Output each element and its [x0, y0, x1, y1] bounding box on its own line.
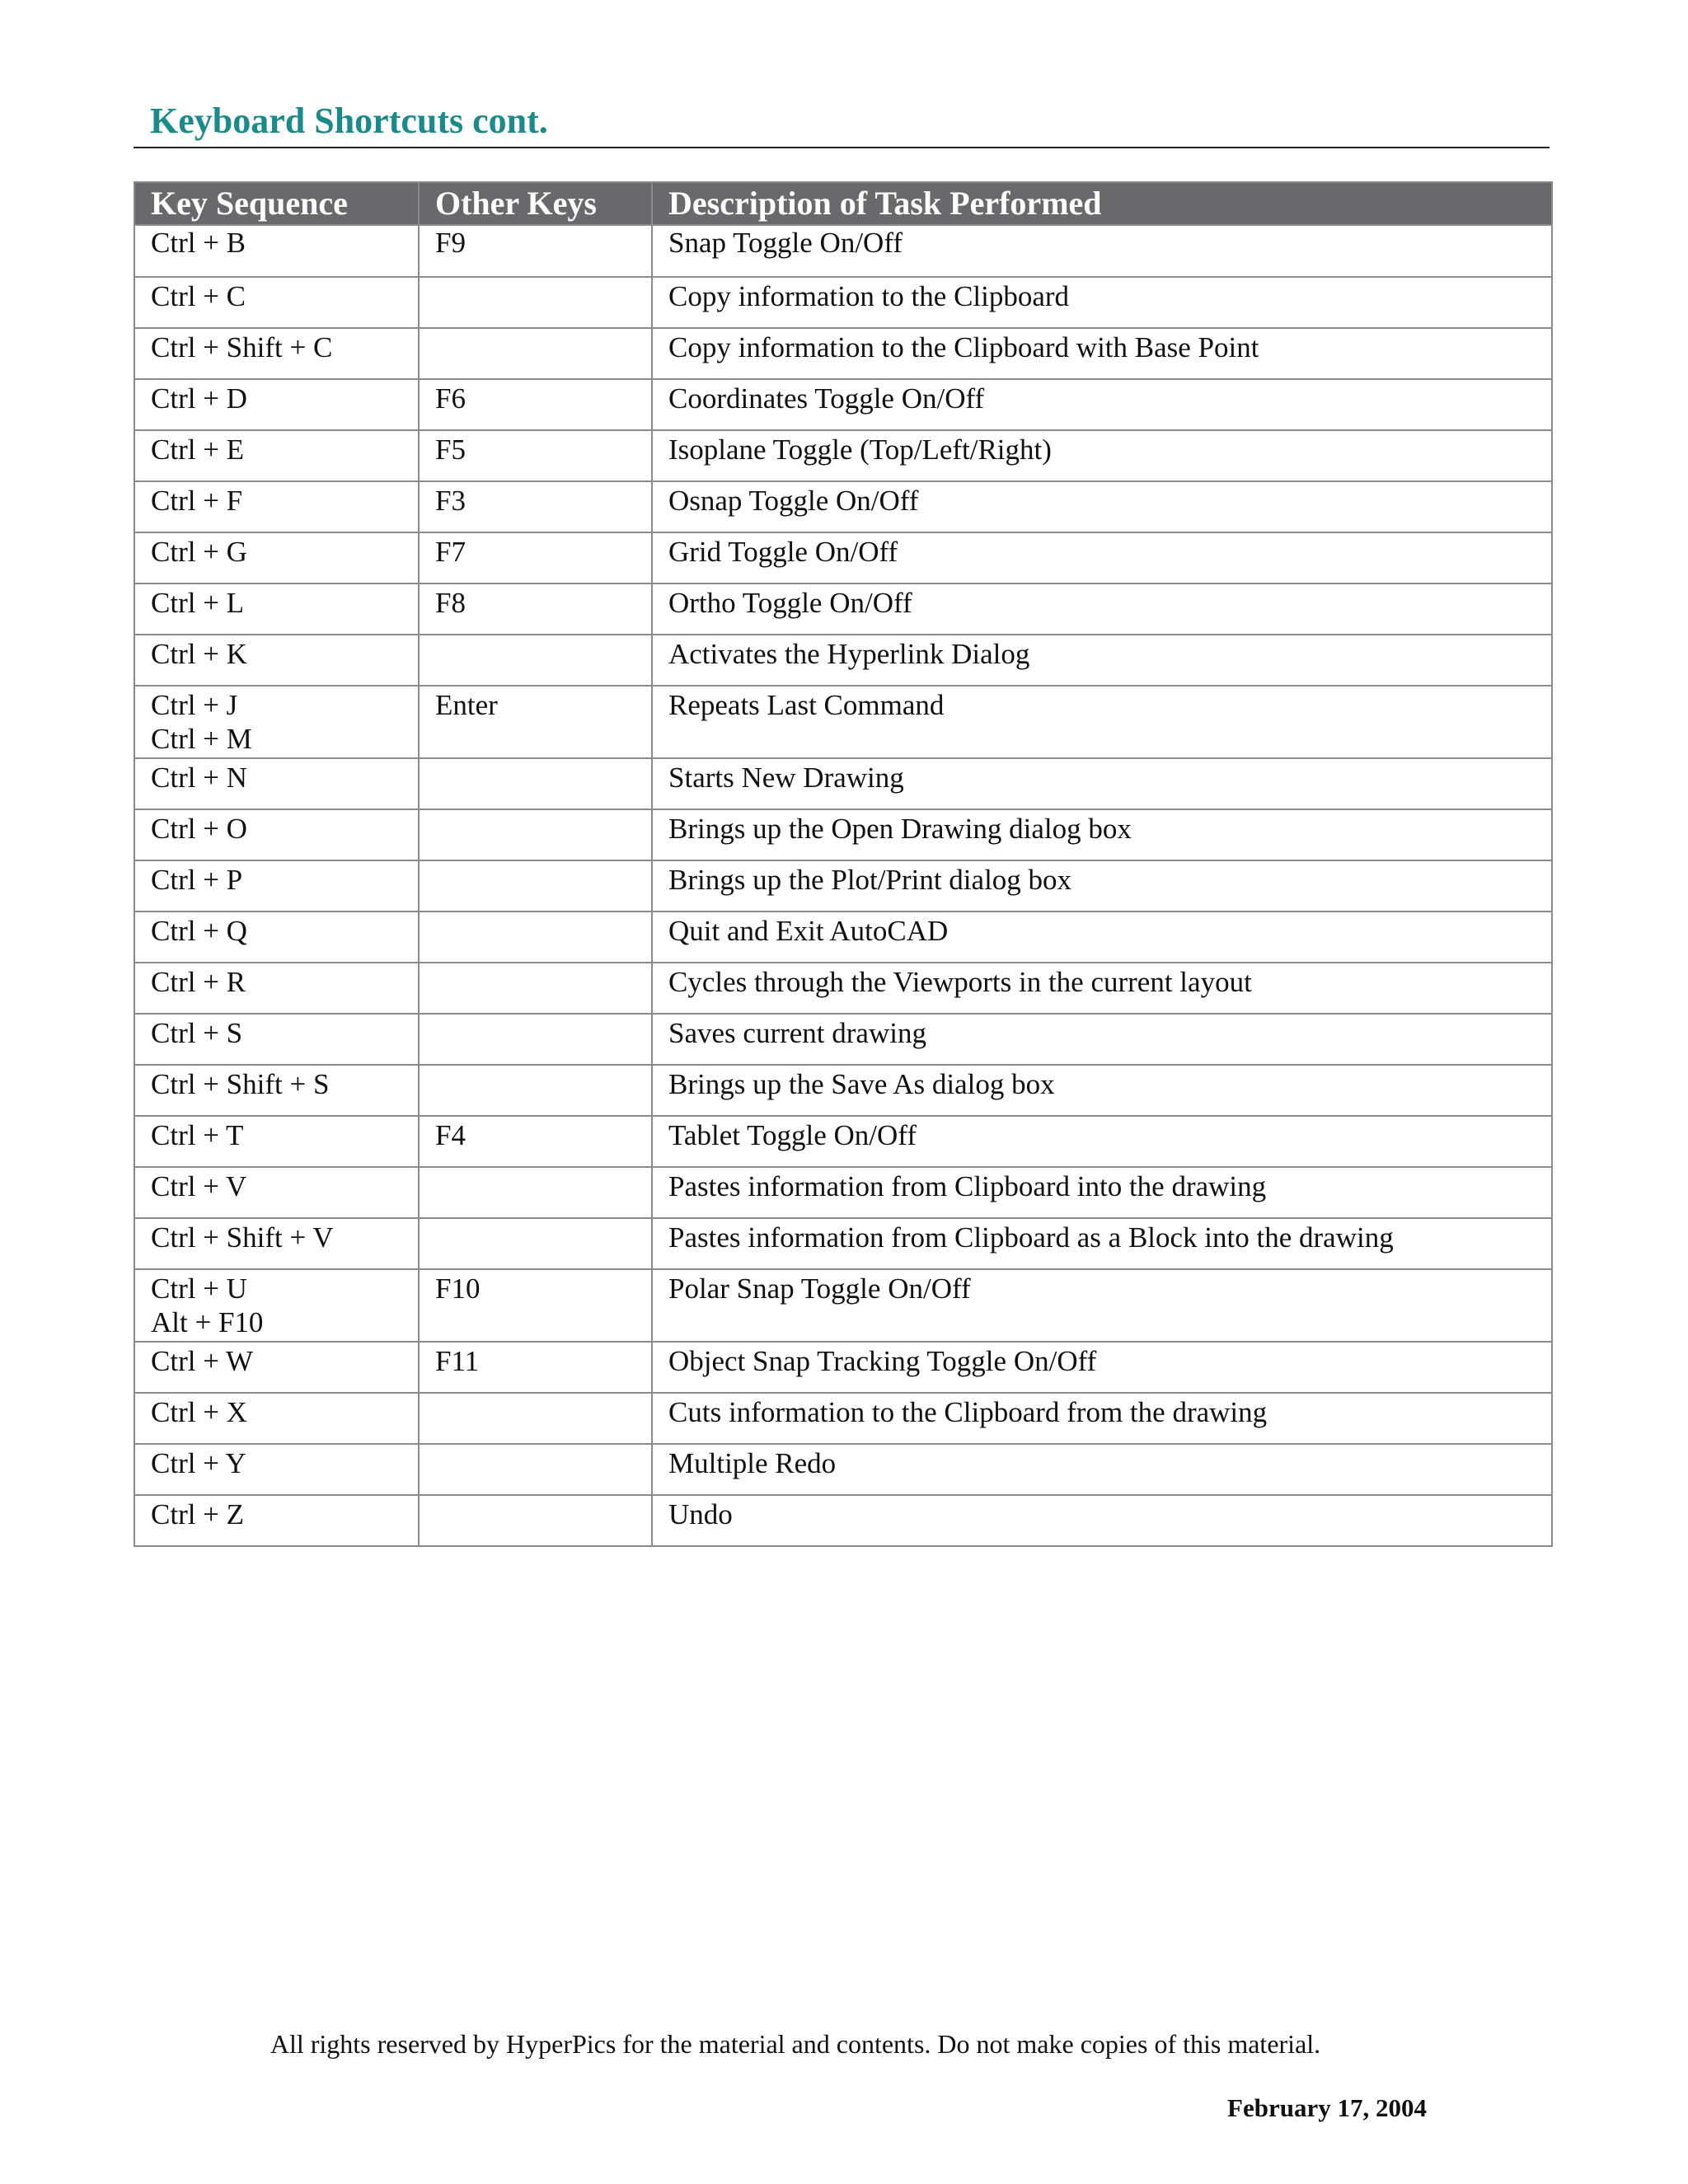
other-keys-cell: [419, 1495, 652, 1546]
description-cell: Pastes information from Clipboard as a Block into the drawing: [652, 1218, 1552, 1269]
other-keys-cell: F9: [419, 225, 652, 277]
other-keys-cell: [419, 1167, 652, 1218]
key-sequence-cell: [134, 481, 419, 532]
table-row: [134, 430, 1552, 481]
key-sequence: Ctrl + T: [151, 1119, 244, 1151]
key-sequence: Ctrl + U: [151, 1272, 247, 1305]
page-title: Keyboard Shortcuts cont.: [150, 101, 548, 141]
description-cell: Quit and Exit AutoCAD: [652, 912, 1552, 963]
other-keys-cell: [419, 963, 652, 1014]
table-row: [134, 963, 1552, 1014]
table-row: [134, 1393, 1552, 1444]
table-row: [134, 635, 1552, 686]
description-cell: Saves current drawing: [652, 1014, 1552, 1065]
table-row: [134, 1065, 1552, 1116]
description-cell: Isoplane Toggle (Top/Left/Right): [652, 430, 1552, 481]
key-sequence: Ctrl + D: [151, 382, 247, 415]
key-sequence: Ctrl + F: [151, 485, 243, 517]
table-row: [134, 1218, 1552, 1269]
key-sequence: Ctrl + Shift + V: [151, 1221, 334, 1254]
key-sequence-cell: [134, 1218, 419, 1269]
key-sequence-cell: [134, 1444, 419, 1495]
description-cell: Pastes information from Clipboard into the drawing: [652, 1167, 1552, 1218]
key-sequence-cell: [134, 225, 419, 277]
description-cell: Tablet Toggle On/Off: [652, 1116, 1552, 1167]
key-sequence-cell: [134, 1495, 419, 1546]
key-sequence-cell: [134, 379, 419, 430]
table-row: [134, 277, 1552, 328]
description-cell: Starts New Drawing: [652, 758, 1552, 809]
description-cell: Undo: [652, 1495, 1552, 1546]
description-cell: Repeats Last Command: [652, 686, 1552, 758]
table-row: [134, 328, 1552, 379]
column-header-description: Description of Task Performed: [652, 182, 1552, 225]
table-row: [134, 583, 1552, 635]
key-sequence: Ctrl + L: [151, 587, 245, 619]
key-sequence: Alt + F10: [151, 1306, 264, 1338]
column-header-key-sequence: Key Sequence: [134, 182, 419, 225]
table-row: [134, 1116, 1552, 1167]
key-sequence-cell: [134, 686, 419, 758]
title-divider: [134, 147, 1550, 148]
table-row: [134, 1495, 1552, 1546]
key-sequence: Ctrl + G: [151, 536, 247, 568]
other-keys-cell: F10: [419, 1269, 652, 1342]
key-sequence-cell: [134, 532, 419, 583]
other-keys-cell: F7: [419, 532, 652, 583]
key-sequence: Ctrl + W: [151, 1345, 254, 1377]
other-keys-cell: [419, 328, 652, 379]
column-header-other-keys: Other Keys: [419, 182, 652, 225]
other-keys-cell: [419, 1014, 652, 1065]
key-sequence: Ctrl + N: [151, 762, 247, 794]
key-sequence-cell: [134, 912, 419, 963]
document-date: February 17, 2004: [1227, 2093, 1427, 2122]
table-row: [134, 758, 1552, 809]
description-cell: Copy information to the Clipboard: [652, 277, 1552, 328]
key-sequence: Ctrl + R: [151, 966, 246, 998]
keyboard-shortcuts-table: [134, 181, 1553, 1547]
description-cell: Osnap Toggle On/Off: [652, 481, 1552, 532]
description-cell: Cycles through the Viewports in the current layout: [652, 963, 1552, 1014]
other-keys-cell: F5: [419, 430, 652, 481]
other-keys-cell: [419, 860, 652, 912]
description-cell: Brings up the Save As dialog box: [652, 1065, 1552, 1116]
table-row: [134, 1014, 1552, 1065]
key-sequence: Ctrl + K: [151, 638, 247, 670]
key-sequence-cell: [134, 1393, 419, 1444]
description-cell: Cuts information to the Clipboard from the drawing: [652, 1393, 1552, 1444]
key-sequence-cell: [134, 860, 419, 912]
other-keys-cell: Enter: [419, 686, 652, 758]
other-keys-cell: F3: [419, 481, 652, 532]
other-keys-cell: [419, 809, 652, 860]
table-row: [134, 1167, 1552, 1218]
key-sequence-cell: [134, 1116, 419, 1167]
other-keys-cell: [419, 1444, 652, 1495]
table-row: [134, 1342, 1552, 1393]
key-sequence-cell: [134, 1167, 419, 1218]
description-cell: Multiple Redo: [652, 1444, 1552, 1495]
other-keys-cell: [419, 635, 652, 686]
description-cell: Coordinates Toggle On/Off: [652, 379, 1552, 430]
other-keys-cell: [419, 1065, 652, 1116]
key-sequence-cell: [134, 1065, 419, 1116]
key-sequence-cell: [134, 1014, 419, 1065]
key-sequence-cell: [134, 430, 419, 481]
other-keys-cell: [419, 1393, 652, 1444]
other-keys-cell: F8: [419, 583, 652, 635]
key-sequence: Ctrl + M: [151, 723, 252, 755]
key-sequence: Ctrl + Q: [151, 915, 247, 947]
table-header-row: [134, 182, 1552, 225]
key-sequence: Ctrl + J: [151, 689, 238, 721]
key-sequence: Ctrl + V: [151, 1170, 247, 1202]
key-sequence: Ctrl + E: [151, 434, 245, 466]
table-row: [134, 912, 1552, 963]
description-cell: Copy information to the Clipboard with Base Point: [652, 328, 1552, 379]
description-cell: Polar Snap Toggle On/Off: [652, 1269, 1552, 1342]
table-row: [134, 532, 1552, 583]
description-cell: Brings up the Plot/Print dialog box: [652, 860, 1552, 912]
table-row: [134, 809, 1552, 860]
other-keys-cell: [419, 758, 652, 809]
key-sequence: Ctrl + Shift + C: [151, 331, 333, 363]
table-row: [134, 379, 1552, 430]
other-keys-cell: [419, 277, 652, 328]
key-sequence: Ctrl + Z: [151, 1498, 245, 1530]
description-cell: Activates the Hyperlink Dialog: [652, 635, 1552, 686]
description-cell: Snap Toggle On/Off: [652, 225, 1552, 277]
key-sequence-cell: [134, 583, 419, 635]
key-sequence-cell: [134, 635, 419, 686]
key-sequence-cell: [134, 758, 419, 809]
table-row: [134, 1444, 1552, 1495]
key-sequence: Ctrl + Shift + S: [151, 1068, 330, 1100]
key-sequence: Ctrl + C: [151, 280, 246, 312]
key-sequence-cell: [134, 809, 419, 860]
table-row: [134, 860, 1552, 912]
key-sequence-cell: [134, 1342, 419, 1393]
key-sequence-cell: [134, 963, 419, 1014]
table-row: [134, 481, 1552, 532]
description-cell: Ortho Toggle On/Off: [652, 583, 1552, 635]
other-keys-cell: [419, 912, 652, 963]
other-keys-cell: F11: [419, 1342, 652, 1393]
table-row: [134, 686, 1552, 758]
copyright-notice: All rights reserved by HyperPics for the material and contents. Do not make copies of this material.: [270, 2029, 1321, 2059]
key-sequence: Ctrl + P: [151, 864, 243, 896]
table-row: [134, 225, 1552, 277]
description-cell: Grid Toggle On/Off: [652, 532, 1552, 583]
key-sequence-cell: [134, 328, 419, 379]
other-keys-cell: F6: [419, 379, 652, 430]
key-sequence: Ctrl + Y: [151, 1447, 246, 1479]
key-sequence-cell: [134, 1269, 419, 1342]
table-row: [134, 1269, 1552, 1342]
description-cell: Brings up the Open Drawing dialog box: [652, 809, 1552, 860]
other-keys-cell: F4: [419, 1116, 652, 1167]
description-cell: Object Snap Tracking Toggle On/Off: [652, 1342, 1552, 1393]
table-body: [134, 225, 1552, 1546]
key-sequence: Ctrl + O: [151, 813, 247, 845]
key-sequence: Ctrl + X: [151, 1396, 247, 1428]
key-sequence: Ctrl + S: [151, 1017, 243, 1049]
key-sequence-cell: [134, 277, 419, 328]
key-sequence: Ctrl + B: [151, 227, 246, 259]
other-keys-cell: [419, 1218, 652, 1269]
